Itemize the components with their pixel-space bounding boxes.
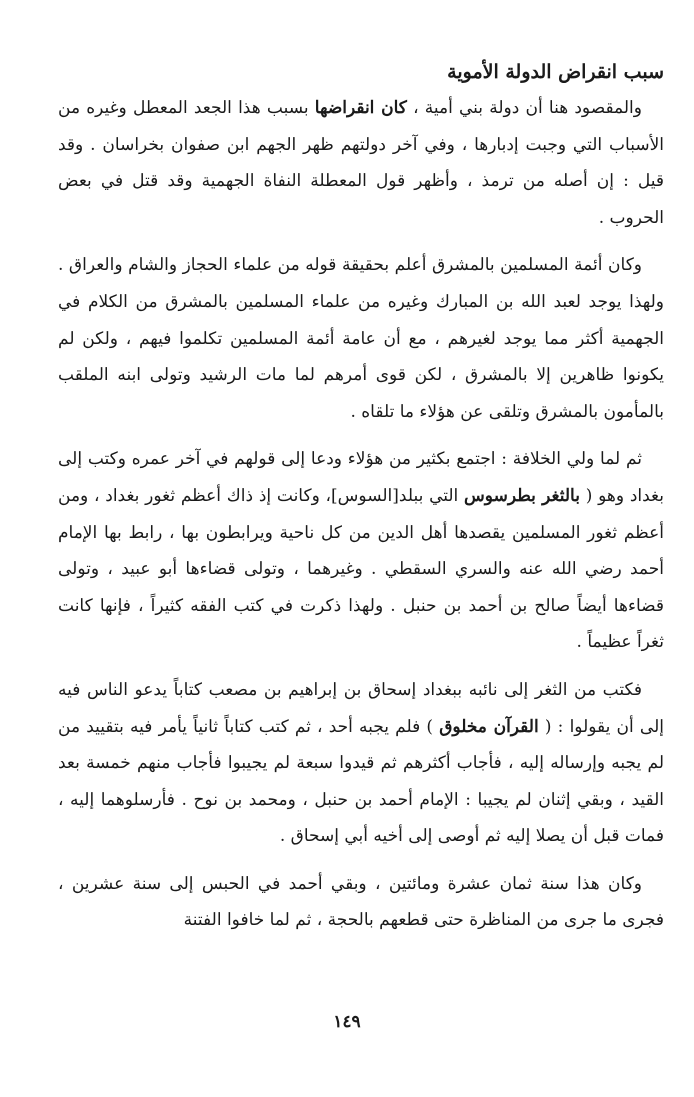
bold-phrase: بالثغر بطرسوس bbox=[464, 485, 580, 506]
paragraph-4 bbox=[58, 672, 664, 855]
bold-phrase: القرآن مخلوق bbox=[439, 716, 539, 737]
page-body bbox=[58, 58, 664, 950]
text-span: وكان أئمة المسلمين بالمشرق أعلم بحقيقة قوله من علماء الحجاز والشام والعراق . ولهذا يوجد لعبد الله بن المبارك وغيره من علماء المسلمين بالمشرق من الكلام في الجهمية أكثر مما يوجد لغيرهم ، مع أن عامة أئمة المسلمين تكلموا فيهم ، ولكن لم يكونوا ظاهرين إلا بالمشرق ، لكن قوى أمرهم لما مات الرشيد وتولى ابنه الملقب بالمأمون بالمشرق وتلقى عن هؤلاء ما تلقاه . bbox=[58, 255, 664, 422]
text-span: وكان هذا سنة ثمان عشرة ومائتين ، وبقي أحمد في الحبس إلى سنة عشرين ، فجرى ما جرى من المناظرة حتى قطعهم بالحجة ، ثم لما خافوا الفتنة bbox=[58, 873, 664, 931]
text-span: بسبب هذا الجعد المعطل وغيره من الأسباب التي وجبت إدبارها ، وفي آخر دولتهم ظهر الجهم ابن صفوان بخراسان . وقد قيل : إن أصله من ترمذ ، وأظهر قول المعطلة النفاة الجهمية وقد قتل في بعض الحروب . bbox=[58, 98, 664, 228]
text-span: فكتب من الثغر إلى نائبه ببغداد إسحاق بن إبراهيم بن مصعب كتاباً يدعو الناس فيه إلى أن يقولوا : ( bbox=[58, 679, 664, 737]
text-span: ثم لما ولي الخلافة : اجتمع بكثير من هؤلاء ودعا إلى قولهم في آخر عمره وكتب إلى بغداد وهو ( bbox=[58, 449, 664, 506]
page-number: ١٤٩ bbox=[333, 1012, 361, 1032]
paragraph-3 bbox=[58, 441, 664, 661]
section-heading: سبب انقراض الدولة الأموية bbox=[447, 61, 664, 83]
paragraph-1 bbox=[58, 90, 664, 236]
bold-phrase: كان انقراضها bbox=[314, 98, 407, 118]
text-span: ) فلم يجبه أحد ، ثم كتب كتاباً ثانياً يأمر فيه بتقييد من لم يجبه وإرساله إليه ، فأجاب أكثرهم ثم قيدوا سبعة لم يجيبوا فأجاب منهم خمسة بعد القيد ، وبقي إثنان لم يجيبا : الإمام أحمد بن حنبل ، ومحمد بن نوح . فأرسلوهما إليه ، فمات قبل أن يصلا إليه ثم أوصى إلى أخيه أبي إسحاق . bbox=[58, 716, 664, 847]
paragraph-2 bbox=[58, 247, 664, 430]
text-span: التي ببلد[السوس]، وكانت إذ ذاك أعظم ثغور بغداد ، ومن أعظم ثغور المسلمين يقصدها أهل الدين من كل ناحية ويرابطون بها ، رابط بها الإمام أحمد رضي الله عنه والسري السقطي . وغيرهما ، وتولى قضاءها أبو عبيد ، وتولى قضاءها أيضاً صالح بن أحمد بن حنبل . ولهذا ذكرت في كتب الفقه كثيراً ، فإنها كانت ثغراً عظيماً . bbox=[58, 485, 664, 653]
paragraph-5 bbox=[58, 866, 664, 939]
text-span: والمقصود هنا أن دولة بني أمية ، bbox=[406, 98, 642, 118]
